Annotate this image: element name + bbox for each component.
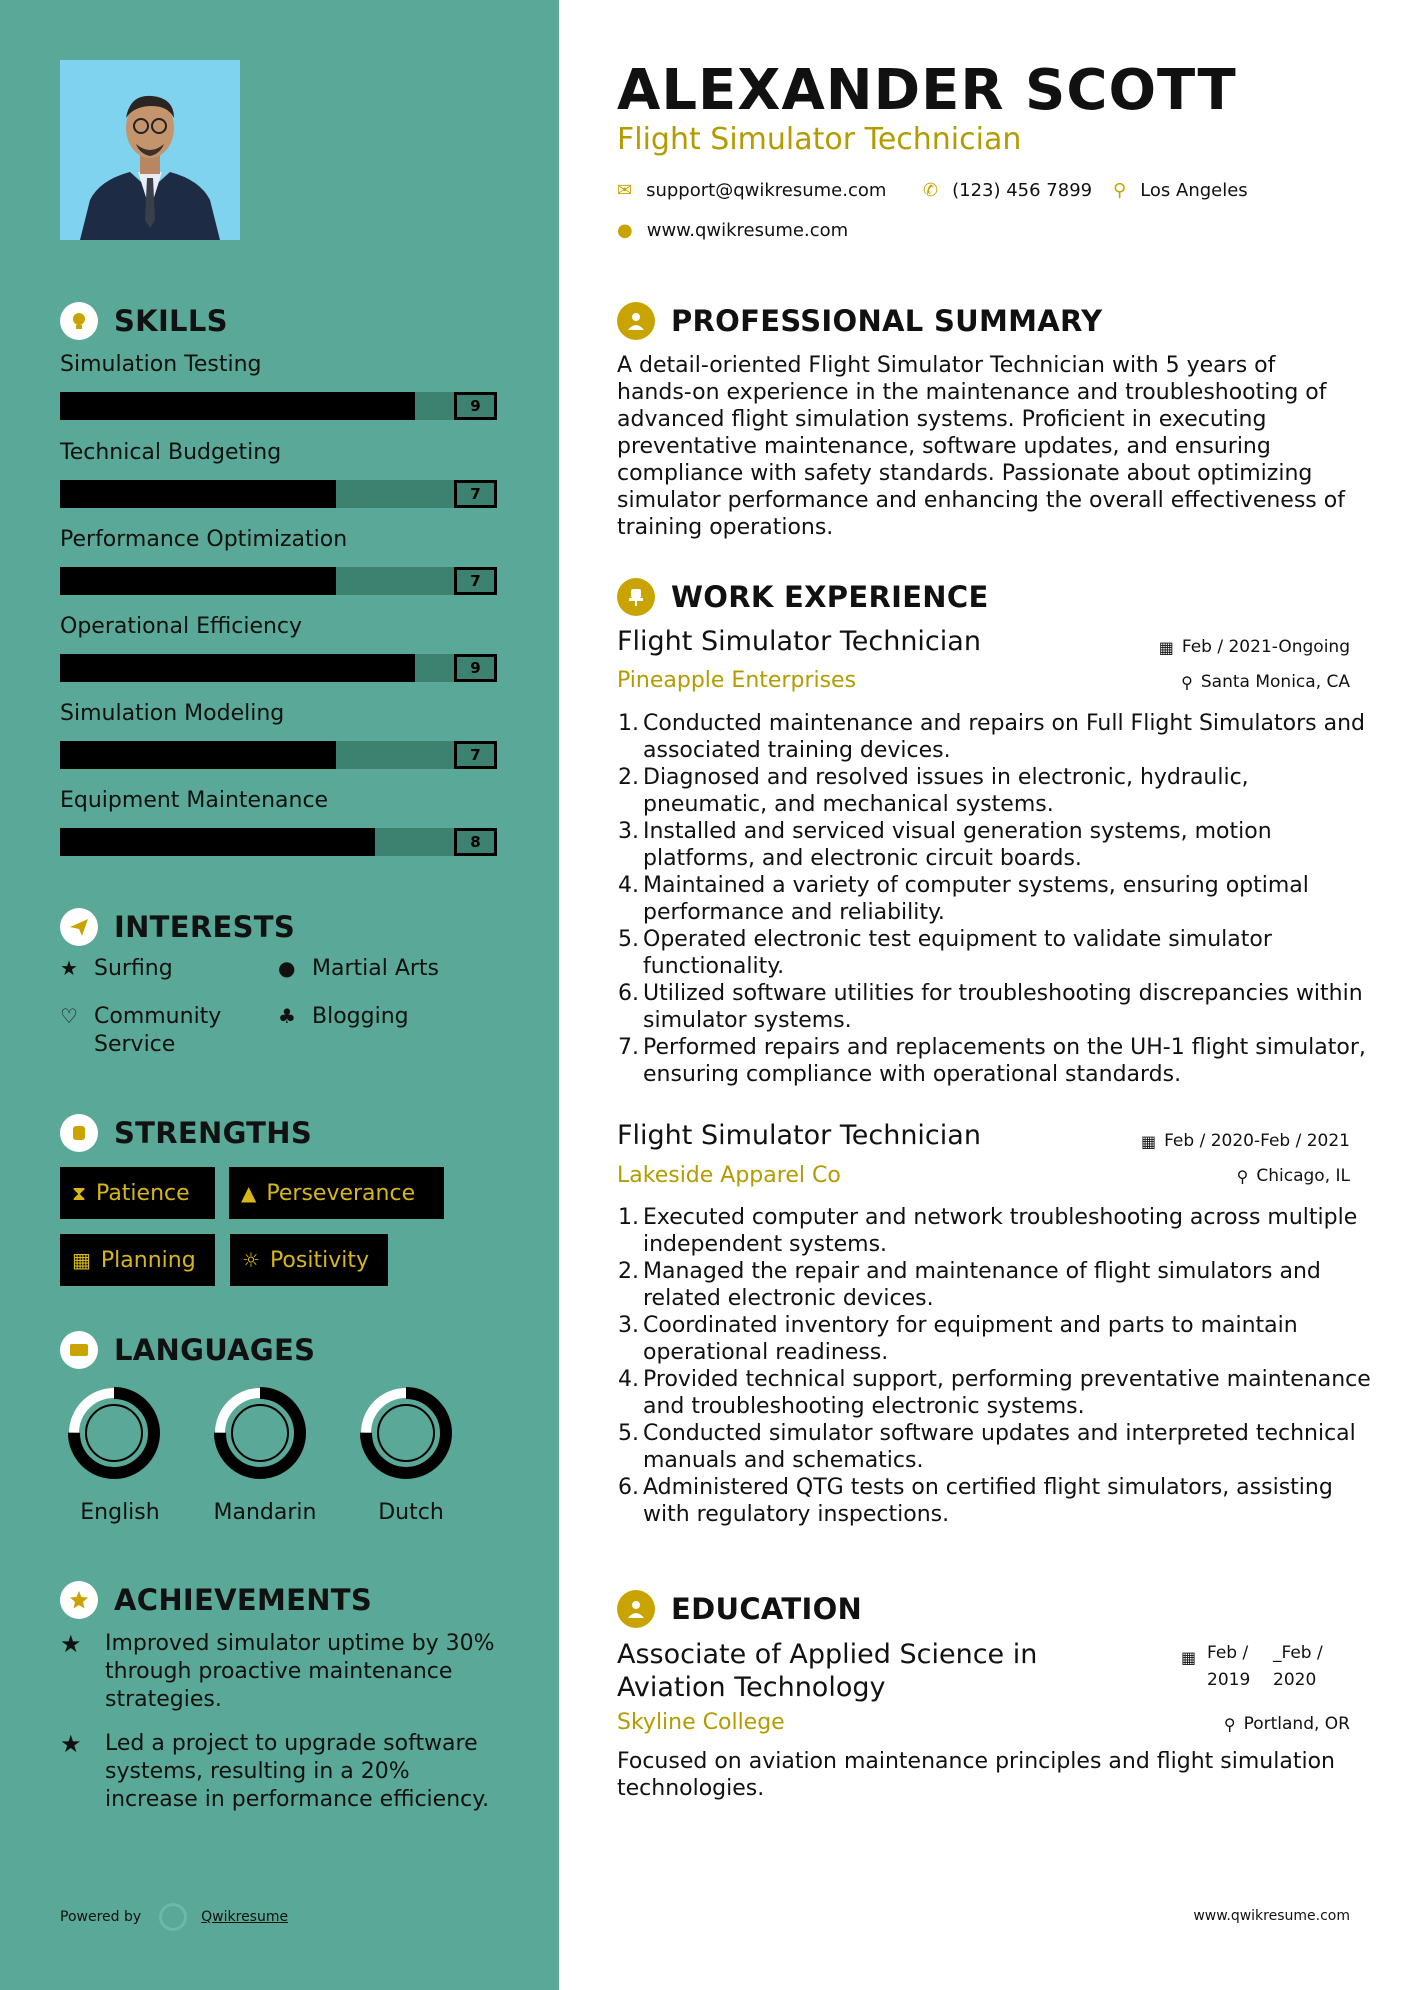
sidebar bbox=[0, 0, 559, 1990]
star-icon: ★ bbox=[60, 956, 78, 980]
education-description: Focused on aviation maintenance principles and flight simulation technologies. bbox=[617, 1749, 1335, 1801]
user-icon bbox=[617, 302, 655, 340]
education-location bbox=[1224, 1714, 1350, 1734]
location-text: Santa Monica, CA bbox=[1200, 672, 1350, 692]
skill-bar bbox=[60, 567, 497, 595]
globe-icon: ● bbox=[617, 220, 633, 241]
interests-title: INTERESTS bbox=[114, 910, 296, 944]
bullet-number: 4. bbox=[618, 1367, 639, 1392]
job-dates bbox=[1159, 637, 1350, 657]
company-name: Pineapple Enterprises bbox=[617, 668, 857, 693]
hourglass-icon: ⧗ bbox=[72, 1181, 87, 1205]
contact-location bbox=[1113, 180, 1248, 201]
language-label: Mandarin bbox=[213, 1500, 317, 1525]
interest-item bbox=[278, 1003, 472, 1031]
education-start: Feb / 2019 bbox=[1207, 1643, 1251, 1690]
skill-bar-fill bbox=[60, 654, 415, 682]
strengths-title: STRENGTHS bbox=[114, 1116, 313, 1150]
bullet-text: Provided technical support, performing preventative maintenance and troubleshooting electronic systems. bbox=[643, 1367, 1371, 1419]
bullet-number: 2. bbox=[618, 1259, 639, 1284]
email-text: support@qwikresume.com bbox=[646, 180, 887, 201]
envelope-icon: ✉ bbox=[617, 180, 633, 201]
bullet-number: 2. bbox=[618, 765, 639, 790]
achievement-item bbox=[60, 1730, 500, 1814]
strength-label: Planning bbox=[100, 1247, 196, 1273]
dates-text: Feb / 2021-Ongoing bbox=[1181, 637, 1350, 657]
dates-text: Feb / 2020-Feb / 2021 bbox=[1164, 1131, 1350, 1151]
bullet-number: 6. bbox=[618, 1475, 639, 1500]
job-bullet bbox=[617, 1034, 1377, 1088]
job-bullet bbox=[617, 710, 1377, 764]
bullet-text: Installed and serviced visual generation systems, motion platforms, and electronic circuit boards. bbox=[643, 819, 1272, 871]
globe-icon: ● bbox=[278, 956, 296, 980]
bullet-number: 3. bbox=[618, 1313, 639, 1338]
job-title: Flight Simulator Technician bbox=[617, 626, 981, 657]
powered-by bbox=[60, 1903, 288, 1931]
skill-name: Equipment Maintenance bbox=[60, 788, 329, 813]
profile-photo bbox=[60, 60, 240, 240]
language-ring bbox=[212, 1385, 308, 1485]
skill-bar-fill bbox=[60, 567, 336, 595]
language-ring bbox=[358, 1385, 454, 1485]
interests-header bbox=[60, 908, 295, 946]
skill-bar-fill bbox=[60, 480, 336, 508]
job-bullet bbox=[617, 980, 1377, 1034]
contact-phone[interactable] bbox=[923, 180, 1092, 201]
location-text: Portland, OR bbox=[1243, 1714, 1350, 1734]
languages-header bbox=[60, 1331, 315, 1369]
skill-bar-fill bbox=[60, 741, 336, 769]
brand-link[interactable]: Qwikresume bbox=[201, 1909, 289, 1925]
location-text: Los Angeles bbox=[1140, 180, 1248, 201]
strength-label: Positivity bbox=[269, 1247, 369, 1273]
strengths-header bbox=[60, 1114, 312, 1152]
language-label: English bbox=[80, 1500, 160, 1525]
skill-bar-fill bbox=[60, 828, 375, 856]
candidate-name: ALEXANDER SCOTT bbox=[617, 58, 1237, 123]
skill-level: 7 bbox=[454, 480, 497, 508]
bullet-number: 6. bbox=[618, 981, 639, 1006]
calendar-icon: ▦ bbox=[72, 1248, 91, 1272]
achievement-text: Improved simulator uptime by 30% through proactive maintenance strategies. bbox=[105, 1631, 495, 1712]
bullet-text: Coordinated inventory for equipment and parts to maintain operational readiness. bbox=[643, 1313, 1298, 1365]
pin-icon: ⚲ bbox=[1236, 1166, 1249, 1186]
bullet-number: 7. bbox=[618, 1035, 639, 1060]
location-text: Chicago, IL bbox=[1256, 1166, 1350, 1186]
skill-level: 9 bbox=[454, 654, 497, 682]
interest-label: Martial Arts bbox=[312, 956, 440, 981]
calendar-icon: ▦ bbox=[1181, 1648, 1197, 1667]
summary-title: PROFESSIONAL SUMMARY bbox=[671, 304, 1103, 338]
bullet-number: 1. bbox=[618, 711, 639, 736]
fist-icon bbox=[60, 1114, 98, 1152]
job-bullet bbox=[617, 1474, 1377, 1528]
skill-name: Technical Budgeting bbox=[60, 440, 282, 465]
achievements-header bbox=[60, 1581, 372, 1619]
strength-badge bbox=[60, 1234, 215, 1286]
achievement-text: Led a project to upgrade software systems, resulting in a 20% increase in performance efficiency. bbox=[105, 1731, 490, 1812]
education-end: _Feb / 2020 bbox=[1273, 1643, 1323, 1690]
mountain-icon: ▲ bbox=[241, 1181, 257, 1205]
main-content bbox=[559, 0, 1407, 1990]
job-bullet bbox=[617, 1420, 1377, 1474]
job-bullet bbox=[617, 764, 1377, 818]
skill-name: Performance Optimization bbox=[60, 527, 348, 552]
experience-header bbox=[617, 578, 989, 616]
skill-bar-fill bbox=[60, 392, 415, 420]
strength-badge bbox=[229, 1167, 444, 1219]
skill-bar bbox=[60, 480, 497, 508]
calendar-icon: ▦ bbox=[1140, 1131, 1157, 1151]
job-bullet bbox=[617, 926, 1377, 980]
company-name: Lakeside Apparel Co bbox=[617, 1163, 841, 1188]
degree-title: Associate of Applied Science in Aviation Technology bbox=[617, 1639, 1038, 1703]
interest-label: Surfing bbox=[94, 956, 173, 981]
powered-by-label: Powered by bbox=[60, 1909, 142, 1925]
summary-text: A detail-oriented Flight Simulator Technician with 5 years of hands-on experience in the maintenance and troubleshooting of advanced flight simulation systems. Proficient in executing preventative maintenance, software updates, and ensuring compliance with safety standards. Passionate about optimizing simulator performance and enhancing the overall effectiveness of training operations. bbox=[617, 353, 1345, 540]
interest-item bbox=[60, 955, 254, 983]
job-location bbox=[1181, 672, 1350, 692]
skill-name: Simulation Testing bbox=[60, 352, 262, 377]
language-ring bbox=[66, 1385, 162, 1485]
bullet-text: Administered QTG tests on certified flight simulators, assisting with regulatory inspections. bbox=[643, 1475, 1333, 1527]
education-title: EDUCATION bbox=[671, 1592, 863, 1626]
interest-item bbox=[60, 1003, 254, 1059]
strength-badge bbox=[60, 1167, 215, 1219]
translate-icon bbox=[60, 1331, 98, 1369]
skill-name: Operational Efficiency bbox=[60, 614, 303, 639]
star-icon: ★ bbox=[60, 1730, 82, 1758]
job-location bbox=[1237, 1166, 1350, 1186]
bullet-number: 3. bbox=[618, 819, 639, 844]
achievement-item bbox=[60, 1630, 500, 1714]
bullet-number: 5. bbox=[618, 927, 639, 952]
pin-icon: ⚲ bbox=[1181, 672, 1193, 692]
bullet-text: Conducted maintenance and repairs on Full Flight Simulators and associated training devices. bbox=[643, 711, 1365, 763]
skill-level: 7 bbox=[454, 741, 497, 769]
bullet-number: 1. bbox=[618, 1205, 639, 1230]
job-title: Flight Simulator Technician bbox=[617, 1120, 981, 1151]
graduation-icon bbox=[617, 1590, 655, 1628]
language-label: Dutch bbox=[378, 1500, 444, 1525]
skill-name: Simulation Modeling bbox=[60, 701, 285, 726]
job-bullet bbox=[617, 1312, 1377, 1366]
contact-website[interactable] bbox=[617, 220, 848, 241]
job-bullet bbox=[617, 818, 1377, 872]
experience-title: WORK EXPERIENCE bbox=[671, 580, 989, 614]
star-icon: ★ bbox=[60, 1630, 82, 1658]
bullet-text: Performed repairs and replacements on the UH-1 flight simulator, ensuring compliance with operational standards. bbox=[643, 1035, 1366, 1087]
bullet-text: Operated electronic test equipment to validate simulator functionality. bbox=[643, 927, 1272, 979]
job-bullet bbox=[617, 1204, 1377, 1258]
interest-item bbox=[278, 955, 472, 983]
bullet-text: Utilized software utilities for troubleshooting discrepancies within simulator systems. bbox=[643, 981, 1363, 1033]
strength-label: Patience bbox=[96, 1180, 190, 1206]
job-bullet bbox=[617, 1258, 1377, 1312]
trophy-icon bbox=[60, 1581, 98, 1619]
skill-level: 7 bbox=[454, 567, 497, 595]
job-bullet bbox=[617, 872, 1377, 926]
skills-header bbox=[60, 302, 228, 340]
brand-logo-icon bbox=[159, 1903, 187, 1931]
school-name: Skyline College bbox=[617, 1710, 785, 1735]
interest-label: Community Service bbox=[94, 1004, 222, 1057]
education-header bbox=[617, 1590, 862, 1628]
map-pin-icon: ⚲ bbox=[1113, 180, 1127, 201]
phone-icon: ✆ bbox=[923, 180, 939, 201]
bullet-text: Managed the repair and maintenance of flight simulators and related electronic devices. bbox=[643, 1259, 1321, 1311]
users-icon: ♣ bbox=[278, 1004, 296, 1028]
bullet-text: Conducted simulator software updates and interpreted technical manuals and schematics. bbox=[643, 1421, 1356, 1473]
skills-title: SKILLS bbox=[114, 304, 228, 338]
hand-icon: ♡ bbox=[60, 1004, 78, 1028]
bullet-number: 4. bbox=[618, 873, 639, 898]
bullet-text: Executed computer and network troubleshooting across multiple independent systems. bbox=[643, 1205, 1358, 1257]
lightbulb-icon bbox=[60, 302, 98, 340]
contact-email[interactable] bbox=[617, 180, 886, 201]
bullet-text: Diagnosed and resolved issues in electronic, hydraulic, pneumatic, and mechanical systems. bbox=[643, 765, 1249, 817]
website-text: www.qwikresume.com bbox=[646, 220, 849, 241]
job-bullets bbox=[617, 1204, 1377, 1528]
bullet-text: Maintained a variety of computer systems, ensuring optimal performance and reliability. bbox=[643, 873, 1309, 925]
strength-badge bbox=[230, 1234, 388, 1286]
pin-icon: ⚲ bbox=[1223, 1714, 1236, 1734]
job-bullets bbox=[617, 710, 1377, 1088]
chair-icon bbox=[617, 578, 655, 616]
paper-plane-icon bbox=[60, 908, 98, 946]
job-bullet bbox=[617, 1366, 1377, 1420]
skill-bar bbox=[60, 392, 497, 420]
strength-label: Perseverance bbox=[266, 1180, 416, 1206]
footer-url[interactable]: www.qwikresume.com bbox=[1193, 1908, 1350, 1924]
job-dates bbox=[1141, 1131, 1350, 1151]
summary-header bbox=[617, 302, 1102, 340]
languages-title: LANGUAGES bbox=[114, 1333, 316, 1367]
skill-bar bbox=[60, 654, 497, 682]
sun-icon: ☼ bbox=[242, 1248, 260, 1272]
skill-level: 9 bbox=[454, 392, 497, 420]
interest-label: Blogging bbox=[312, 1004, 409, 1029]
calendar-icon: ▦ bbox=[1158, 637, 1174, 657]
candidate-role: Flight Simulator Technician bbox=[617, 122, 1022, 157]
phone-text: (123) 456 7899 bbox=[952, 180, 1093, 201]
skill-bar bbox=[60, 828, 497, 856]
skill-bar bbox=[60, 741, 497, 769]
skill-level: 8 bbox=[454, 828, 497, 856]
achievements-title: ACHIEVEMENTS bbox=[114, 1583, 373, 1617]
bullet-number: 5. bbox=[618, 1421, 639, 1446]
